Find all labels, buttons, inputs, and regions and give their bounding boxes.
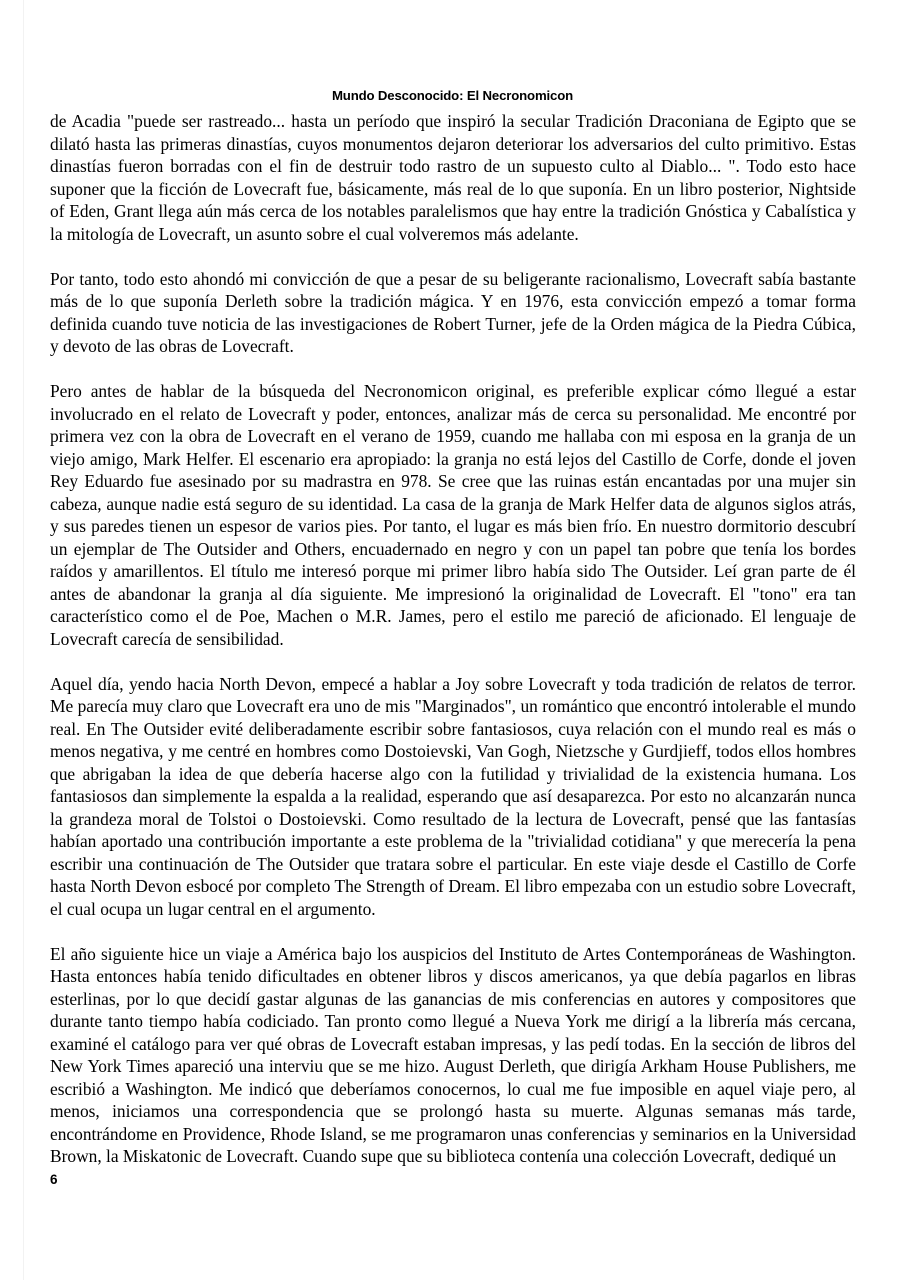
running-head: Mundo Desconocido: El Necronomicon (331, 88, 574, 103)
paragraph-4: Aquel día, yendo hacia North Devon, empecé a hablar a Joy sobre Lovecraft y toda tradición de relatos de terror. Me parecía muy claro que Lovecraft era uno de mis "Marginados", un romántico que encontró intolerable el mundo real. En The Outsider evité deliberadamente escribir sobre fantasiosos, cuya relación con el mundo real es más o menos negativa, y me centré en hombres como Dostoievski, Van Gogh, Nietzsche y Gurdjieff, todos ellos hombres que abrigaban la idea de que debería hacerse algo con la futilidad y trivialidad de la existencia humana. Los fantasiosos dan simplemente la espalda a la realidad, esperando que así desaparezca. Por esto no alcanzarán nunca la grandeza moral de Tolstoi o Dostoievski. Como resultado de la lectura de Lovecraft, pensé que las fantasías habían aportado una contribución importante a este problema de la "trivialidad cotidiana" y que merecería la pena escribir una continuación de The Outsider que tratara sobre el particular. En este viaje desde el Castillo de Corfe hasta North Devon esbocé por completo The Strength of Dream. El libro empezaba con un estudio sobre Lovecraft, el cual ocupa un lugar central en el argumento. (50, 673, 856, 919)
paragraph-3: Pero antes de hablar de la búsqueda del Necronomicon original, es preferible explicar cómo llegué a estar involucrado en el relato de Lovecraft y poder, entonces, analizar más de cerca su personalidad. Me encontré por primera vez con la obra de Lovecraft en el verano de 1959, cuando me hallaba con mi esposa en la granja de un viejo amigo, Mark Helfer. El escenario era apropiado: la granja no está lejos del Castillo de Corfe, donde el joven Rey Eduardo fue asesinado por su madrastra en 978. Se cree que las ruinas están encantadas por una mujer sin cabeza, aunque nadie está seguro de su identidad. La casa de la granja de Mark Helfer data de algunos siglos atrás, y sus paredes tienen un espesor de varios pies. Por tanto, el lugar es más bien frío. En nuestro dormitorio descubrí un ejemplar de The Outsider and Others, encuadernado en negro y con un papel tan pobre que tenía los bordes raídos y amarillentos. El título me interesó porque mi primer libro había sido The Outsider. Leí gran parte de él antes de abandonar la granja al día siguiente. Me impresionó la originalidad de Lovecraft. El "tono" era tan característico como el de Poe, Machen o M.R. James, pero el estilo me pareció de aficionado. El lenguaje de Lovecraft carecía de sensibilidad. (50, 381, 856, 649)
paragraph-1: de Acadia "puede ser rastreado... hasta un período que inspiró la secular Tradición Draconiana de Egipto que se dilató hasta las primeras dinastías, cuyos monumentos dejaron deteriorar los adversarios del culto primitivo. Estas dinastías fueron borradas con el fin de destruir todo rastro de un supuesto culto al Diablo... ". Todo esto hace suponer que la ficción de Lovecraft fue, básicamente, más real de lo que suponía. En un libro posterior, Nightside of Eden, Grant llega aún más cerca de los notables paralelismos que hay entre la tradición Gnóstica y Cabalística y la mitología de Lovecraft, un asunto sobre el cual volveremos más adelante. (50, 111, 856, 244)
paragraph-5: El año siguiente hice un viaje a América bajo los auspicios del Instituto de Artes Contemporáneas de Washington. Hasta entonces había tenido dificultades en obtener libros y discos americanos, ya que debía pagarlos en libras esterlinas, por lo que decidí gastar algunas de las ganancias de mis conferencias en autores y compositores que durante tanto tiempo había codiciado. Tan pronto como llegué a Nueva York me dirigí a la librería más cercana, examiné el catálogo para ver qué obras de Lovecraft estaban impresas, y las pedí todas. En la sección de libros del New York Times apareció una interviu que se me hizo. August Derleth, que dirigía Arkham House Publishers, me escribió a Washington. Me indicó que deberíamos conocernos, lo cual me fue imposible en aquel viaje pero, al menos, iniciamos una correspondencia que se prolongó hasta su muerte. Algunas semanas más tarde, encontrándome en Providence, Rhode Island, se me programaron unas conferencias y seminarios en la Universidad Brown, la Miskatonic de Lovecraft. Cuando supe que su biblioteca contenía una colección Lovecraft, dediqué un (50, 943, 856, 1166)
body-text-block (50, 110, 856, 1168)
page-number: 6 (50, 1172, 58, 1187)
paragraph-2: Por tanto, todo esto ahondó mi convicción de que a pesar de su beligerante racionalismo, Lovecraft sabía bastante más de lo que suponía Derleth sobre la tradición mágica. Y en 1976, esta convicción empezó a tomar forma definida cuando tuve noticia de las investigaciones de Robert Turner, jefe de la Orden mágica de la Piedra Cúbica, y devoto de las obras de Lovecraft. (50, 268, 856, 356)
